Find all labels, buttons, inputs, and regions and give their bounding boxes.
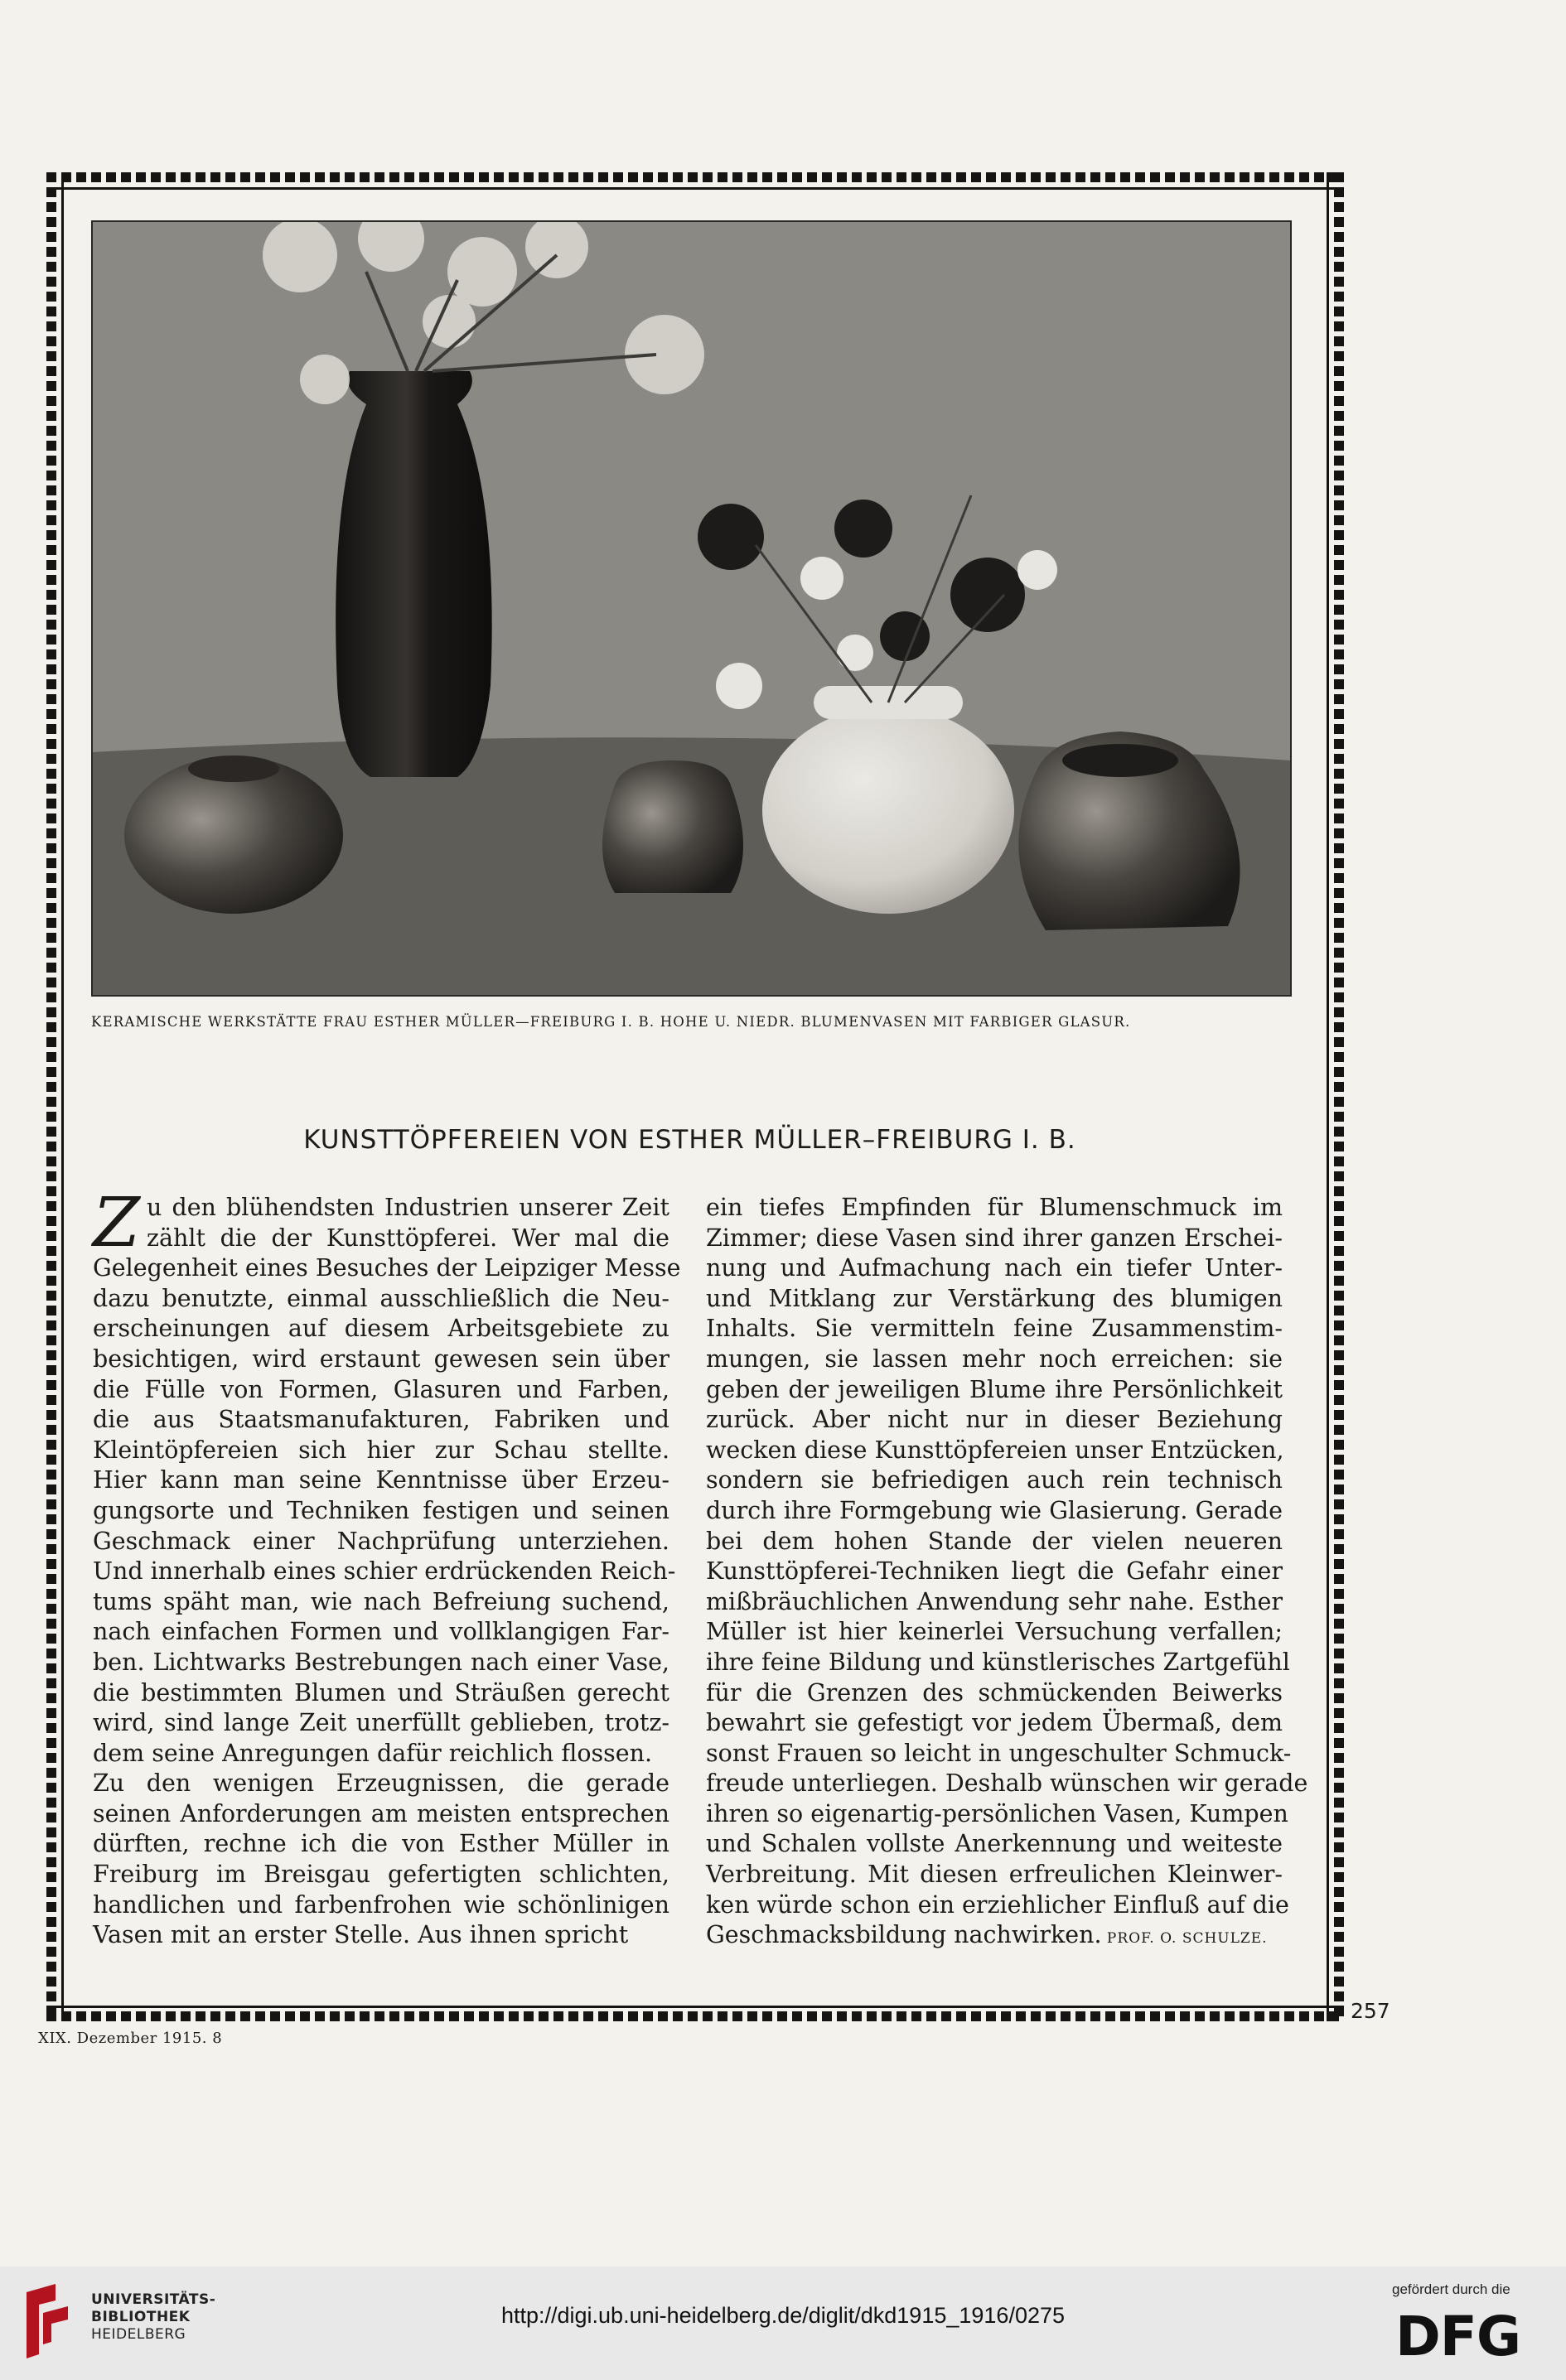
text-line: mißbräuchlichen Anwendung sehr nahe. Esther	[706, 1587, 1283, 1615]
text-line: Geschmack einer Nachprüfung unterziehen.	[93, 1527, 669, 1555]
text-line: zählt die der Kunsttöpferei. Wer mal die	[146, 1224, 669, 1252]
border-bottom	[46, 2011, 1344, 2021]
text-line: geben der jeweiligen Blume ihre Persönlichkeit	[706, 1375, 1283, 1403]
text-line: erscheinungen auf diesem Arbeitsgebiete zu	[93, 1315, 669, 1343]
text-line: wird, sind lange Zeit unerfüllt geblieben, trotz-	[93, 1709, 669, 1737]
text-line: mungen, sie lassen mehr noch erreichen: sie	[706, 1344, 1283, 1373]
border-top-rule	[46, 187, 1344, 190]
text-line: ein tiefes Empfinden für Blumenschmuck im	[706, 1194, 1283, 1221]
library-name-line1: UNIVERSITÄTS-	[91, 2291, 216, 2308]
text-line: ihren so eigenartig-persönlichen Vasen, Kumpen	[706, 1799, 1288, 1827]
page-number: 257	[1351, 1999, 1390, 2023]
text-line: Kunsttöpferei-Techniken liegt die Gefahr einer	[706, 1557, 1283, 1586]
library-name-line3: HEIDELBERG	[91, 2326, 186, 2343]
border-top	[46, 172, 1344, 182]
issue-signature: XIX. Dezember 1915. 8	[38, 2030, 223, 2047]
text-line: besichtigen, wird erstaunt gewesen sein über	[93, 1344, 669, 1373]
text-line: seinen Anforderungen am meisten entsprechen	[93, 1799, 669, 1827]
text-line: bei dem hohen Stande der vielen neueren	[706, 1527, 1283, 1555]
text-line: Und innerhalb eines schier erdrückenden Reich-	[93, 1557, 676, 1586]
text-line: Zimmer; diese Vasen sind ihrer ganzen Erschei-	[706, 1224, 1283, 1252]
article-title: KUNSTTÖPFEREIEN VON ESTHER MÜLLER–FREIBURG I. B.	[303, 1125, 1076, 1155]
text-line: sondern sie befriedigen auch rein technisch	[706, 1466, 1283, 1494]
text-line: und Mitklang zur Verstärkung des blumigen	[706, 1284, 1283, 1312]
text-line: gungsorte und Techniken festigen und seinen	[93, 1496, 669, 1524]
text-line: ihre feine Bildung und künstlerisches Zartgefühl	[706, 1648, 1290, 1676]
text-line: nach einfachen Formen und vollklangigen Far-	[93, 1618, 669, 1646]
text-line: Hier kann man seine Kenntnisse über Erzeu-	[93, 1466, 669, 1494]
text-line: die aus Staatsmanufakturen, Fabriken und	[93, 1406, 669, 1434]
text-line: dazu benutzte, einmal ausschließlich die Neu-	[93, 1284, 669, 1312]
right-column-lines	[706, 1193, 1308, 1951]
text-line: wecken diese Kunsttöpfereien unser Entzücken,	[706, 1436, 1284, 1464]
text-line: für die Grenzen des schmückenden Beiwerks	[706, 1678, 1283, 1707]
text-line: ben. Lichtwarks Bestrebungen nach einer Vase,	[93, 1648, 669, 1676]
text-line: tums späht man, wie nach Befreiung suchend,	[93, 1587, 669, 1615]
library-name-line2: BIBLIOTHEK	[91, 2309, 191, 2325]
dfg-logo[interactable]: DFG	[1395, 2305, 1521, 2368]
text-line: Müller ist hier keinerlei Versuchung verfallen;	[706, 1618, 1283, 1646]
text-line: bewahrt sie gefestigt vor jedem Übermaß, dem	[706, 1709, 1283, 1737]
text-line: Freiburg im Breisgau gefertigten schlichten,	[93, 1861, 669, 1889]
text-line: die bestimmten Blumen und Sträußen gerecht	[93, 1678, 669, 1707]
text-line: sonst Frauen so leicht in ungeschulter Schmuck-	[706, 1739, 1292, 1767]
text-line: nung und Aufmachung nach ein tiefer Unter-	[706, 1254, 1283, 1282]
border-left	[46, 172, 56, 2021]
text-line: Vasen mit an erster Stelle. Aus ihnen spricht	[93, 1921, 629, 1949]
text-line: Zu den wenigen Erzeugnissen, die gerade	[93, 1769, 669, 1798]
text-line: durch ihre Formgebung wie Glasierung. Gerade	[706, 1496, 1283, 1524]
text-line: die Fülle von Formen, Glasuren und Farben,	[93, 1375, 669, 1403]
text-line: ken würde schon ein erziehlicher Einfluß auf die	[706, 1890, 1289, 1919]
text-line: Kleintöpfereien sich hier zur Schau stellte.	[93, 1436, 669, 1464]
text-line: handlichen und farbenfrohen wie schönlinigen	[93, 1890, 669, 1919]
text-line: dem seine Anregungen dafür reichlich flossen.	[93, 1739, 653, 1767]
drop-cap: Z	[93, 1184, 140, 1262]
text-line: Inhalts. Sie vermitteln feine Zusammenstim-	[706, 1315, 1283, 1343]
text-line: dürften, rechne ich die von Esther Müller in	[93, 1830, 669, 1858]
vases-photograph	[91, 220, 1292, 997]
text-line: freude unterliegen. Deshalb wünschen wir gerade	[706, 1769, 1308, 1798]
text-line: Verbreitung. Mit diesen erfreulichen Kleinwer-	[706, 1861, 1283, 1889]
border-left-rule	[61, 172, 64, 2021]
text-line: und Schalen vollste Anerkennung und weiteste	[706, 1830, 1283, 1858]
border-bottom-rule	[46, 2006, 1344, 2008]
vases-illustration	[93, 222, 1290, 995]
text-line: Geschmacksbildung nachwirken. PROF. O. SCHULZE.	[706, 1921, 1268, 1949]
left-column-lines	[93, 1184, 681, 1951]
author-signature: PROF. O. SCHULZE.	[1101, 1930, 1268, 1948]
permalink-url[interactable]: http://digi.ub.uni-heidelberg.de/diglit/dkd1915_1916/0275	[500, 2303, 1066, 2328]
text-line: Gelegenheit eines Besuches der Leipziger Messe	[93, 1254, 681, 1282]
photo-caption: KERAMISCHE WERKSTÄTTE FRAU ESTHER MÜLLER—FREIBURG I. B. HOHE U. NIEDR. BLUMENVASEN MIT FARBIGER GLASUR.	[91, 1014, 1131, 1030]
border-right-rule	[1327, 172, 1329, 2021]
text-line: zurück. Aber nicht nur in dieser Beziehung	[706, 1406, 1283, 1434]
funding-note: gefördert durch die	[1392, 2281, 1510, 2297]
text-line: u den blühendsten Industrien unserer Zeit	[146, 1194, 669, 1221]
text-column-right	[706, 1193, 1308, 1951]
text-column-left	[93, 1184, 681, 1951]
border-right	[1334, 172, 1344, 2021]
